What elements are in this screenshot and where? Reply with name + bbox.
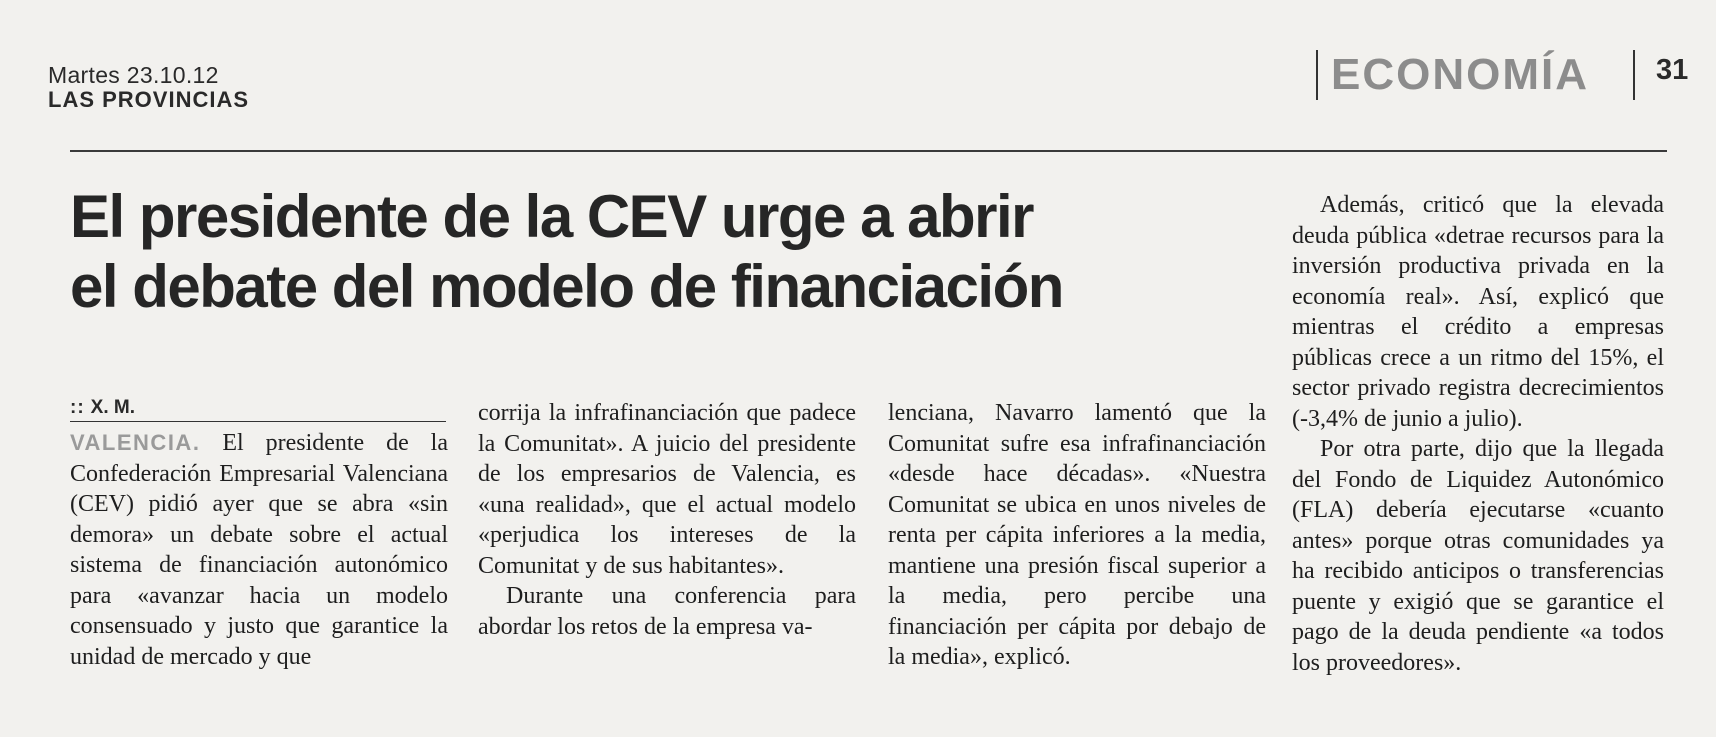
header-rule bbox=[70, 150, 1667, 152]
column-2-paragraph-2: Durante una conferencia para abordar los retos de la empresa va- bbox=[478, 583, 856, 640]
newspaper-name: LAS PROVINCIAS bbox=[48, 87, 250, 112]
section-title: ECONOMÍA bbox=[1331, 50, 1589, 99]
article-column-4 bbox=[1292, 190, 1664, 678]
dateline-location: VALENCIA. bbox=[70, 430, 201, 455]
column-4-paragraph-1: Además, criticó que la elevada deuda pública «detrae recursos para la inversión productiva privada en la economía real». Así, explicó que mientras el crédito a empresas públicas crece a un ritmo del 15%, el sector privado registra decrecimientos (-3,4% de junio a julio). bbox=[1292, 192, 1664, 432]
byline-author: X. M. bbox=[90, 397, 135, 418]
column-1-text: El presidente de la Confederación Empresarial Valenciana (CEV) pidió ayer que se abra «sin demora» un debate sobre el actual sistema de financiación autonómico para «avanzar hacia un modelo consensuado y justo que garantice la unidad de mercado y que bbox=[70, 430, 448, 670]
column-3-text: lenciana, Navarro lamentó que la Comunitat sufre esa infrafinanciación «desde hace décadas». «Nuestra Comunitat se ubica en unos niveles de renta per cápita inferiores a la media, mantiene una presión fiscal superior a la media, pero percibe una financiación per cápita por debajo de la media», explicó. bbox=[888, 400, 1266, 670]
byline bbox=[70, 397, 446, 422]
issue-date: Martes 23.10.12 bbox=[48, 62, 219, 88]
section-divider-right bbox=[1633, 50, 1635, 100]
section-divider-left bbox=[1316, 50, 1318, 100]
headline-line-1: El presidente de la CEV urge a abrir bbox=[70, 183, 1034, 250]
headline-line-2: el debate del modelo de financiación bbox=[70, 253, 1063, 320]
article-headline bbox=[70, 182, 1270, 322]
article-column-1 bbox=[70, 428, 448, 672]
article-column-2 bbox=[478, 398, 856, 642]
column-2-paragraph-1: corrija la infrafinanciación que padece la Comunitat». A juicio del presidente de los empresarios de Valencia, es «una realidad», que el actual modelo «perjudica los intereses de la Comunitat y de sus habitantes». bbox=[478, 400, 856, 579]
article-column-3 bbox=[888, 398, 1266, 673]
column-4-paragraph-2: Por otra parte, dijo que la llegada del Fondo de Liquidez Autonómico (FLA) debería ejecutarse «cuanto antes» porque otras comunidades ya ha recibido anticipos o transferencias puente y exigió que se garantice el pago de la deuda pendiente «a todos los proveedores». bbox=[1292, 436, 1664, 676]
page-number: 31 bbox=[1656, 54, 1689, 86]
byline-marks: :: bbox=[70, 397, 85, 418]
